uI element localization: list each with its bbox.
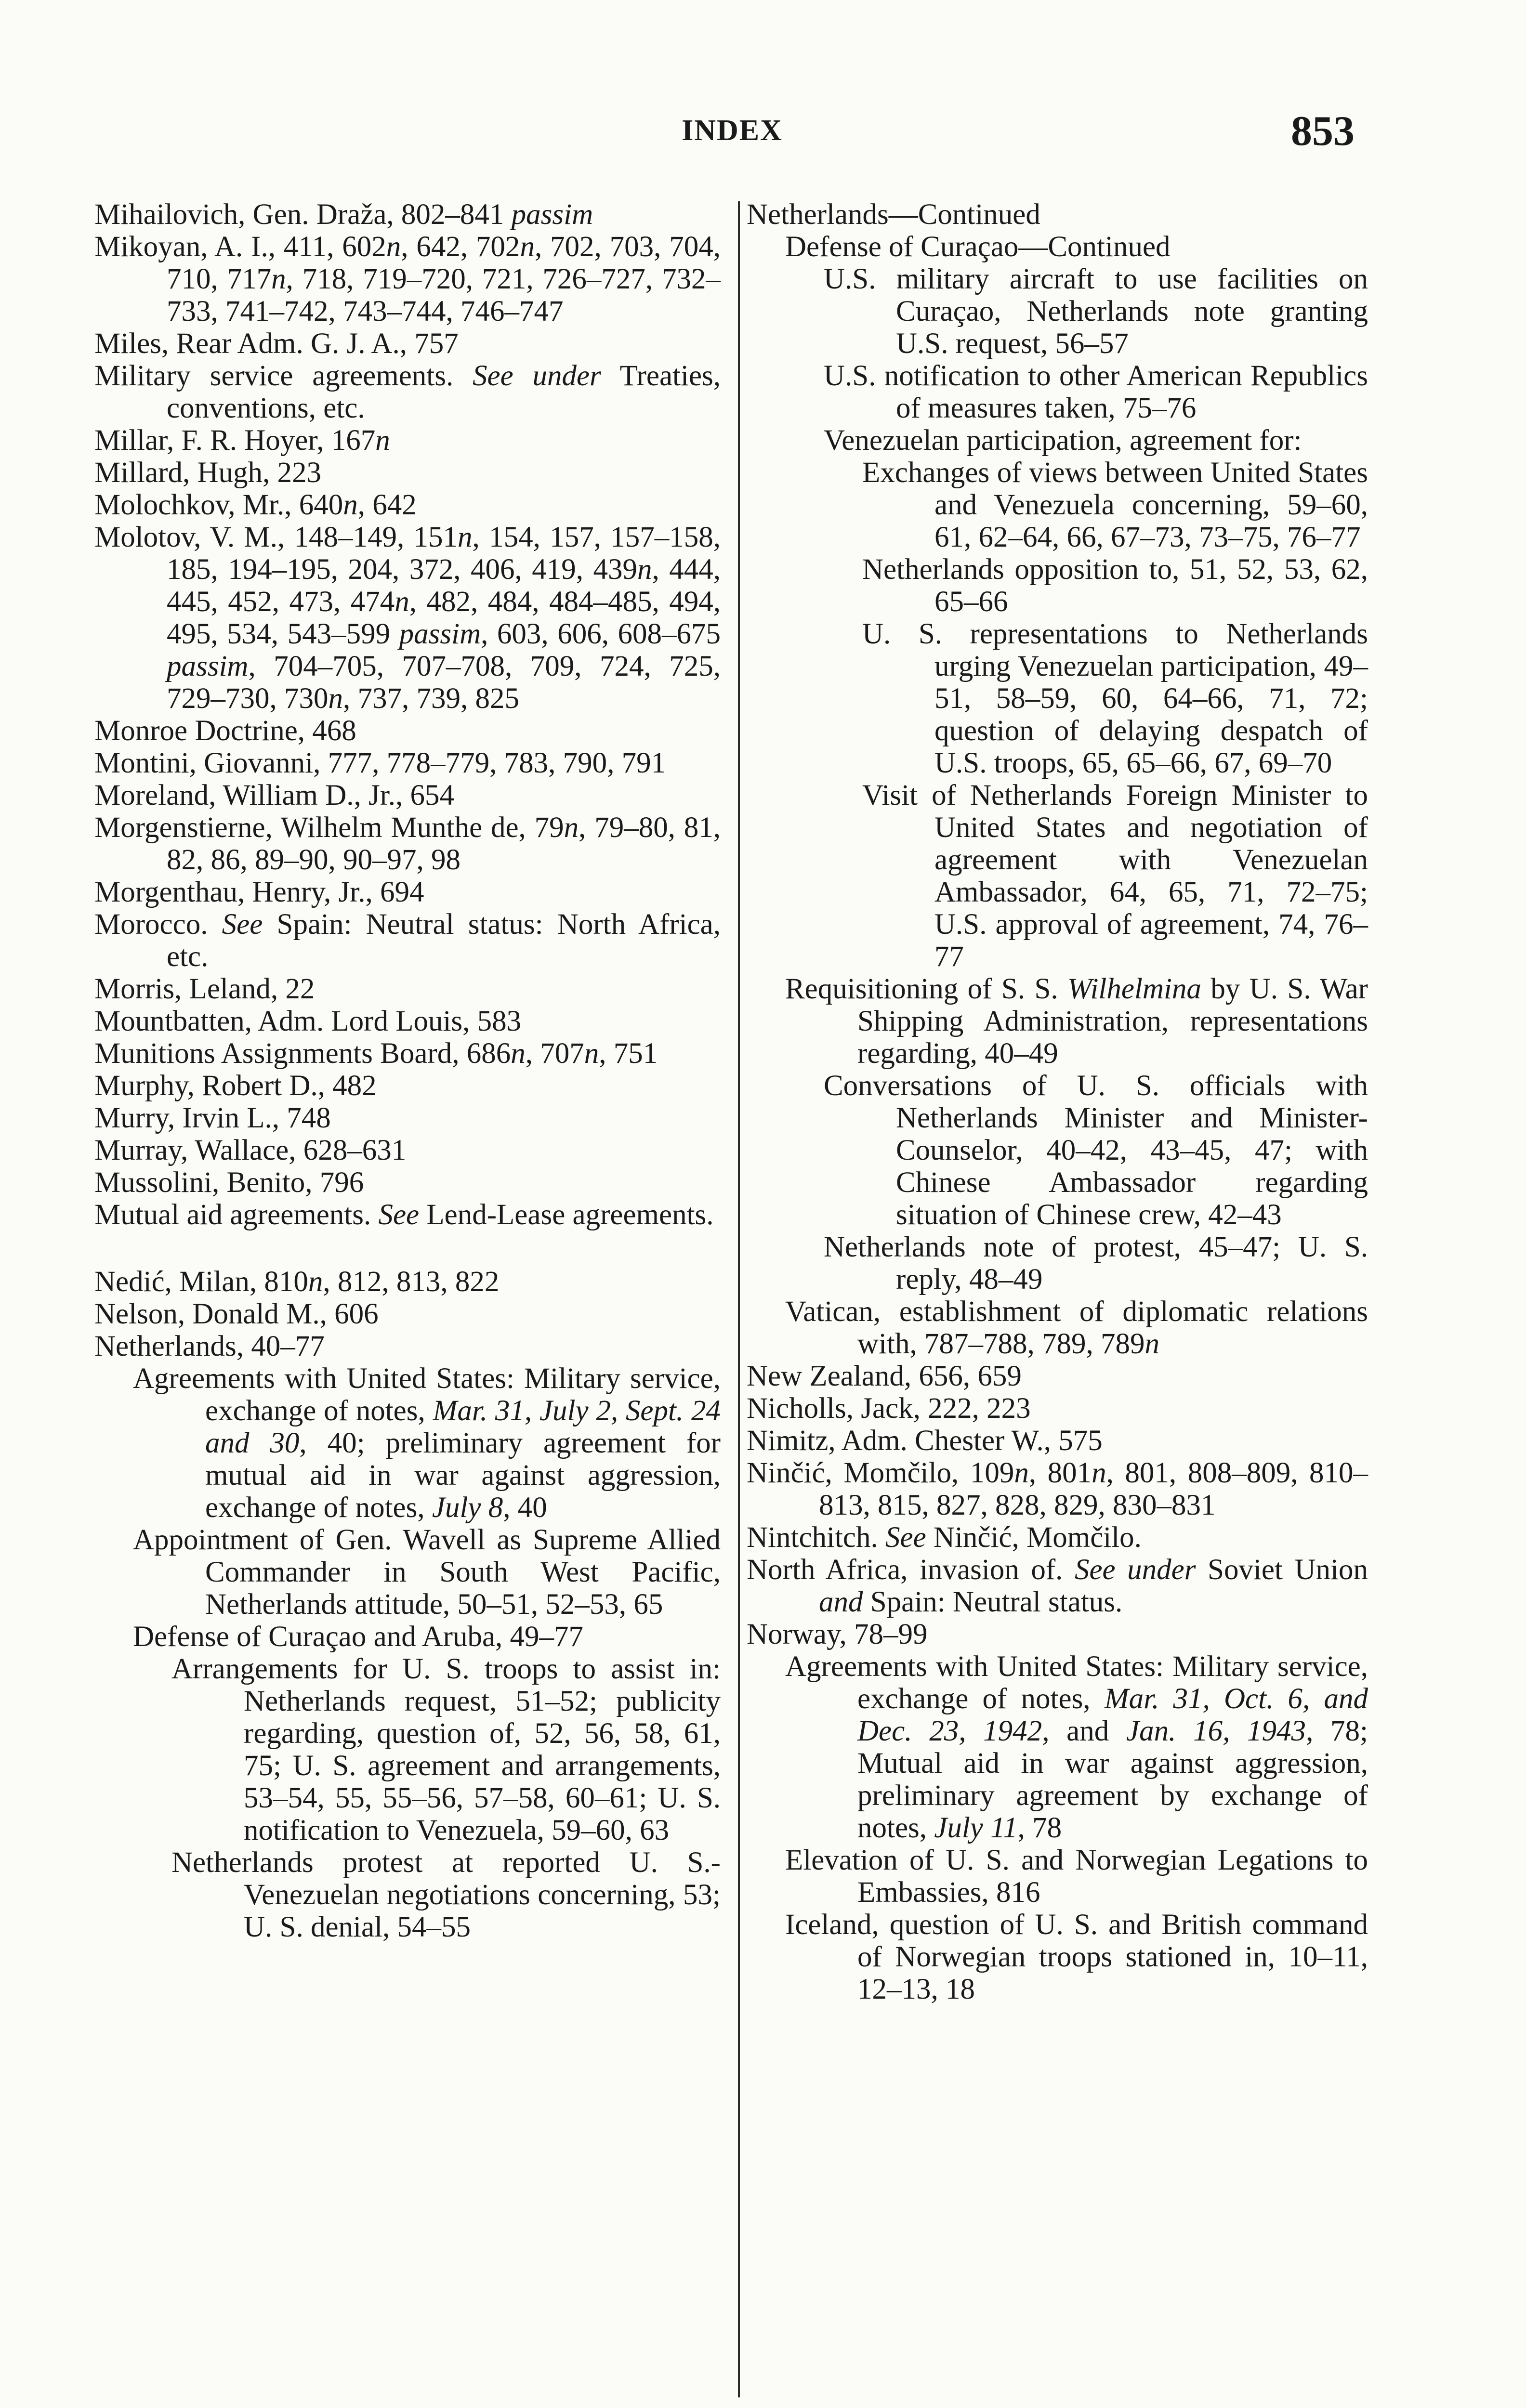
running-head: INDEX [682, 114, 783, 147]
index-entry: New Zealand, 656, 659 [747, 1360, 1022, 1392]
index-entry: Millard, Hugh, 223 [94, 457, 322, 489]
index-entry: Netherlands note of protest, 45–47; U. S. reply, 48–49 [824, 1231, 1368, 1296]
index-entry: Moreland, William D., Jr., 654 [94, 779, 454, 811]
page-number: 853 [1291, 108, 1355, 155]
index-entry: U. S. representations to Netherlands urging Venezuelan participation, 49–51, 58–59, 60, 64–66, 71, 72; question of delaying despatch of U.S. troops, 65, 65–66, 67, 69–70 [862, 618, 1368, 779]
index-entry: North Africa, invasion of. See under Soviet Union and Spain: Neutral status. [747, 1554, 1368, 1618]
index-entry: Nicholls, Jack, 222, 223 [747, 1392, 1031, 1425]
index-entry: Defense of Curaçao—Continued [785, 231, 1171, 263]
index-entry: Millar, F. R. Hoyer, 167n [94, 424, 390, 457]
index-entry: Netherlands—Continued [747, 198, 1040, 231]
index-entry: Morocco. See Spain: Neutral status: North Africa, etc. [94, 908, 721, 973]
index-entry: Ninčić, Momčilo, 109n, 801n, 801, 808–809, 810–813, 815, 827, 828, 829, 830–831 [747, 1457, 1368, 1521]
index-entry: Munitions Assignments Board, 686n, 707n, 751 [94, 1037, 658, 1070]
page-header [0, 0, 1526, 202]
index-entry: Nimitz, Adm. Chester W., 575 [747, 1425, 1103, 1457]
index-entry: Monroe Doctrine, 468 [94, 715, 356, 747]
index-entry: Miles, Rear Adm. G. J. A., 757 [94, 327, 459, 360]
index-entry: Norway, 78–99 [747, 1618, 928, 1650]
index-entry: Venezuelan participation, agreement for: [824, 424, 1302, 457]
index-entry: Exchanges of views between United States and Venezuela concerning, 59–60, 61, 62–64, 66, 67–73, 73–75, 76–77 [862, 457, 1368, 553]
index-entry: Murry, Irvin L., 748 [94, 1102, 331, 1134]
index-entry: Montini, Giovanni, 777, 778–779, 783, 790, 791 [94, 747, 666, 779]
index-entry: Netherlands opposition to, 51, 52, 53, 62, 65–66 [862, 553, 1368, 618]
index-column-right [747, 198, 1368, 2005]
index-entry: Arrangements for U. S. troops to assist in: Netherlands request, 51–52; publicity regarding, question of, 52, 56, 58, 61, 75; U. S. agreement and arrangements, 53–54, 55, 55–56, 57–58, 60–61; U. S. notification to Venezuela, 59–60, 63 [171, 1653, 721, 1846]
column-divider [738, 201, 740, 2397]
index-entry: Nelson, Donald M., 606 [94, 1298, 379, 1330]
index-entry: Murray, Wallace, 628–631 [94, 1134, 407, 1166]
index-entry: Requisitioning of S. S. Wilhelmina by U. S. War Shipping Administration, representations regarding, 40–49 [785, 973, 1368, 1070]
index-entry: Nintchitch. See Ninčić, Momčilo. [747, 1521, 1142, 1554]
index-entry: Morris, Leland, 22 [94, 973, 315, 1005]
index-entry: Mikoyan, A. I., 411, 602n, 642, 702n, 702, 703, 704, 710, 717n, 718, 719–720, 721, 726–727, 732–733, 741–742, 743–744, 746–747 [94, 231, 721, 327]
index-entry: Military service agreements. See under Treaties, conventions, etc. [94, 360, 721, 424]
index-entry: Molotov, V. M., 148–149, 151n, 154, 157, 157–158, 185, 194–195, 204, 372, 406, 419, 439n, 444, 445, 452, 473, 474n, 482, 484, 484–485, 494, 495, 534, 543–599 passim, 603, 606, 608–675 passim, 704–705, 707–708, 709, 724, 725, 729–730, 730n, 737, 739, 825 [94, 521, 721, 715]
index-column-left [94, 198, 721, 1943]
index-entry: Mihailovich, Gen. Draža, 802–841 passim [94, 198, 593, 231]
index-entry: Conversations of U. S. officials with Netherlands Minister and Minister-Counselor, 40–42, 43–45, 47; with Chinese Ambassador regarding situation of Chinese crew, 42–43 [824, 1070, 1368, 1231]
index-entry: Defense of Curaçao and Aruba, 49–77 [133, 1621, 584, 1653]
index-entry: Elevation of U. S. and Norwegian Legations to Embassies, 816 [785, 1844, 1368, 1909]
index-entry: Appointment of Gen. Wavell as Supreme Allied Commander in South West Pacific, Netherlands attitude, 50–51, 52–53, 65 [133, 1524, 721, 1621]
index-entry: Vatican, establishment of diplomatic relations with, 787–788, 789, 789n [785, 1296, 1368, 1360]
index-entry: Nedić, Milan, 810n, 812, 813, 822 [94, 1266, 500, 1298]
index-entry: Agreements with United States: Military service, exchange of notes, Mar. 31, July 2, Sept. 24 and 30, 40; preliminary agreement for mutual aid in war against aggression, exchange of notes, July 8, 40 [133, 1362, 721, 1524]
index-entry: U.S. military aircraft to use facilities on Curaçao, Netherlands note granting U.S. request, 56–57 [824, 263, 1368, 360]
index-entry: Agreements with United States: Military service, exchange of notes, Mar. 31, Oct. 6, and Dec. 23, 1942, and Jan. 16, 1943, 78; Mutual aid in war against aggression, preliminary agreement by exchange of notes, July 11, 78 [785, 1650, 1368, 1844]
index-entry: U.S. notification to other American Republics of measures taken, 75–76 [824, 360, 1368, 424]
index-entry: Netherlands, 40–77 [94, 1330, 325, 1362]
index-entry: Morgenthau, Henry, Jr., 694 [94, 876, 424, 908]
index-entry: Iceland, question of U. S. and British command of Norwegian troops stationed in, 10–11, 12–13, 18 [785, 1909, 1368, 2005]
index-entry: Murphy, Robert D., 482 [94, 1070, 377, 1102]
index-entry: Molochkov, Mr., 640n, 642 [94, 489, 417, 521]
index-entry: Mussolini, Benito, 796 [94, 1166, 364, 1199]
index-entry: Netherlands protest at reported U. S.-Venezuelan negotiations concerning, 53; U. S. denial, 54–55 [171, 1846, 721, 1943]
index-entry: Mutual aid agreements. See Lend-Lease agreements. [94, 1199, 714, 1231]
index-entry: Mountbatten, Adm. Lord Louis, 583 [94, 1005, 522, 1037]
index-entry: Morgenstierne, Wilhelm Munthe de, 79n, 79–80, 81, 82, 86, 89–90, 90–97, 98 [94, 811, 721, 876]
index-entry: Visit of Netherlands Foreign Minister to United States and negotiation of agreement with Venezuelan Ambassador, 64, 65, 71, 72–75; U.S. approval of agreement, 74, 76–77 [862, 779, 1368, 973]
